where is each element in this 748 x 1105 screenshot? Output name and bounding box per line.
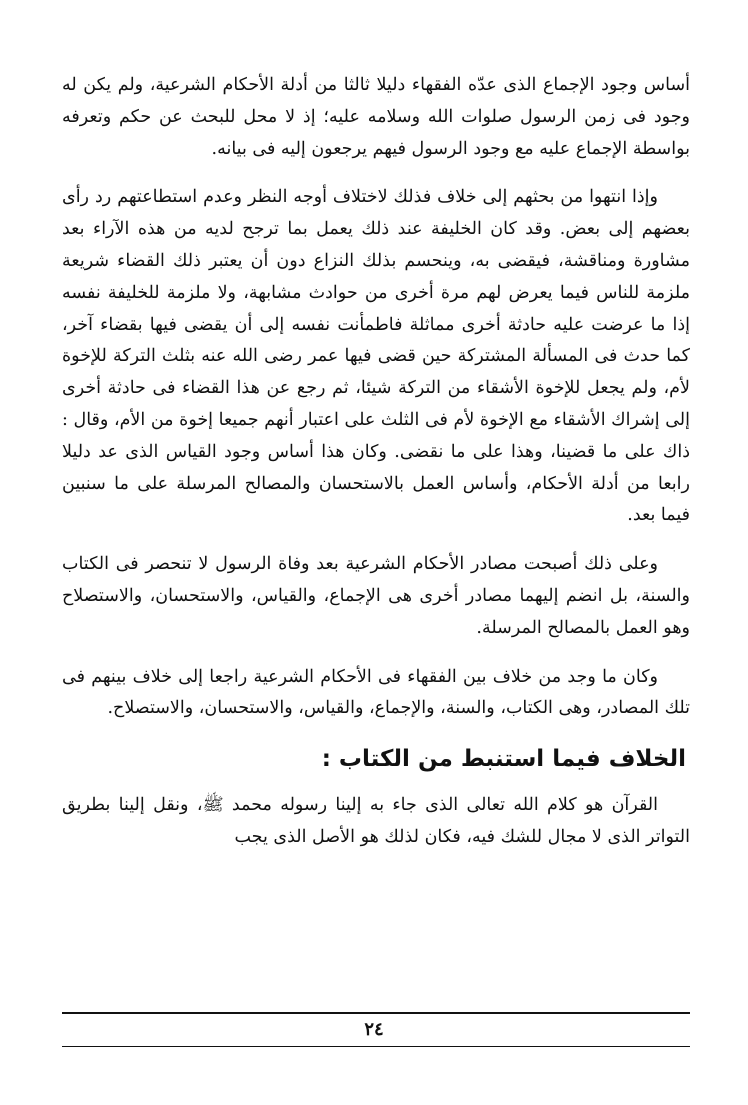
paragraph-jurist-differences: وكان ما وجد من خلاف بين الفقهاء فى الأحكام الشرعية راجعا إلى خلاف بينهم فى تلك المصادر، وهى الكتاب، والسنة، والإجماع، والقياس، والاستحسان، والاستصلاح. [62,666,690,719]
paragraph-quran: القرآن هو كلام الله تعالى الذى جاء به إلينا رسوله محمد ﷺ، ونقل إلينا بطريق التواتر الذى لا مجال للشك فيه، فكان لذلك هو الأصل الذى يجب [62,795,690,847]
section-heading: الخلاف فيما استنبط من الكتاب : [321,746,686,773]
footer-rule-bottom [62,1046,690,1047]
page-number: ٢٤ [364,1019,384,1040]
page-body [62,70,690,871]
paragraph-disagreement: وإذا انتهوا من بحثهم إلى خلاف فذلك لاختلاف أوجه النظر وعدم استطاعتهم رد رأى بعضهم إلى بعض. وقد كان الخليفة عند ذلك يعمل بما ترجح لديه من هذه الآراء بعد مشاورة ومناقشة، فيقضى به، وينحسم بذلك النزاع دون أن يعتبر ذلك القضاء شريعة ملزمة للناس فيما يعرض لهم مرة أخرى من حوادث مشابهة، ولا ملزمة للخليفة نفسه إذا ما عرضت عليه حادثة أخرى مماثلة فاطمأنت نفسه إلى أن يقضى فيها بقضاء آخر، كما حدث فى المسألة المشتركة حين قضى فيها عمر رضى الله عنه بثلث التركة للإخوة لأم، ولم يجعل للإخوة الأشقاء من التركة شيئا، ثم رجع عن هذا القضاء فى حادثة أخرى إلى إشراك الأشقاء مع الإخوة لأم فى الثلث على اعتبار أنهم جميعا إخوة من الأم، وقال : ذاك على ما قضينا، وهذا على ما نقضى. وكان هذا أساس وجود القياس الذى عد دليلا رابعا من أدلة الأحكام، وأساس العمل بالاستحسان والمصالح المرسلة على ما سنبين فيما بعد. [62,187,690,526]
paragraph-sources: وعلى ذلك أصبحت مصادر الأحكام الشرعية بعد وفاة الرسول لا تنحصر فى الكتاب والسنة، بل انضم إليهما مصادر أخرى هى الإجماع، والقياس، والاستحسان، والاستصلاح وهو العمل بالمصالح المرسلة. [62,554,690,638]
paragraph-consensus-basis: أساس وجود الإجماع الذى عدّه الفقهاء دليلا ثالثا من أدلة الأحكام الشرعية، ولم يكن له وجود فى زمن الرسول صلوات الله وسلامه عليه؛ إذ لا محل للبحث عن حكم وتعرفه بواسطة الإجماع عليه مع وجود الرسول فيهم يرجعون إليه فى بيانه. [62,75,690,159]
footer-rule-top [62,1012,690,1014]
